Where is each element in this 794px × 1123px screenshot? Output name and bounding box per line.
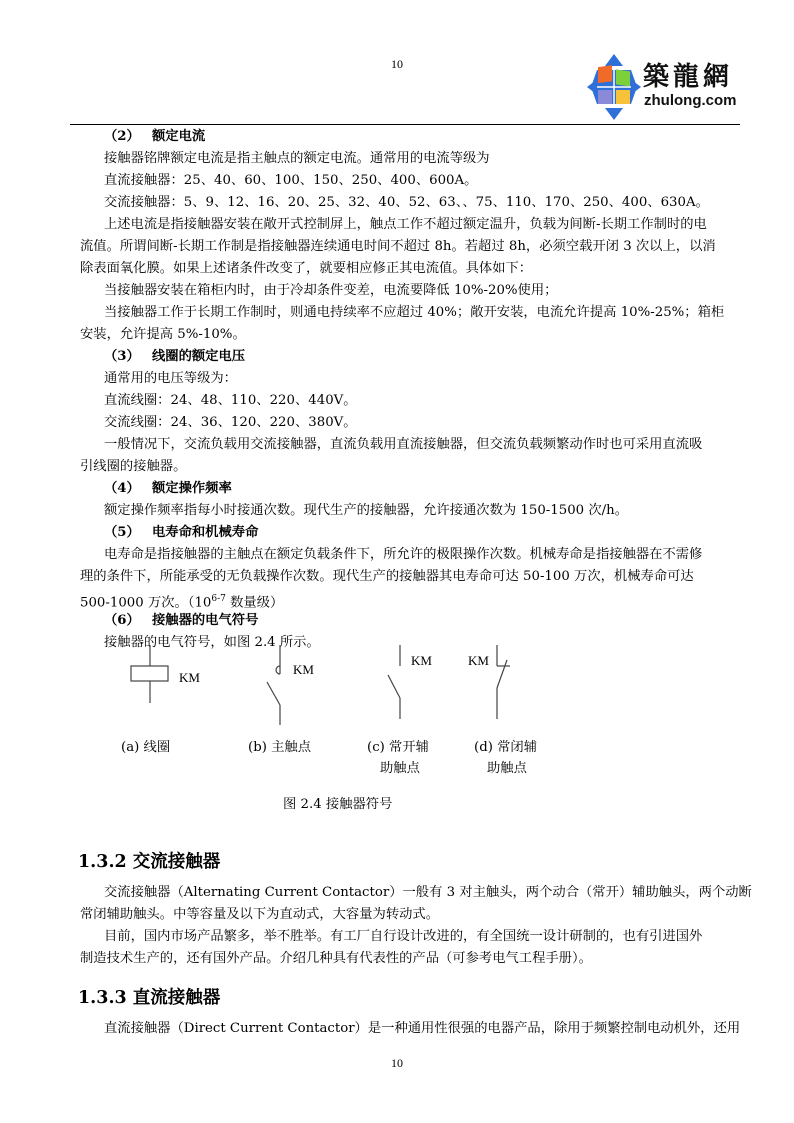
subheading-title: 线圈的额定电压 (152, 349, 246, 364)
paragraph-line: 通常用的电压等级为： (104, 371, 237, 386)
paragraph-line (80, 590, 740, 612)
km-label-main: KM (293, 662, 314, 677)
paragraph-line: 接触器铭牌额定电流是指主触点的额定电流。通常用的电流等级为 (104, 151, 490, 166)
section-title-ac-contactor: 1.3.2 交流接触器 (78, 852, 221, 872)
caption-d-line2: 助触点 (487, 761, 527, 776)
km-label-nc: KM (468, 653, 489, 668)
paragraph-line: 直流接触器：25、40、60、100、150、250、400、600A。 (104, 173, 478, 188)
figure-title: 图 2.4 接触器符号 (283, 797, 393, 812)
text-span: 500-1000 万次。（10 (80, 595, 212, 611)
paragraph-line: 除表面氧化膜。如果上述诸条件改变了，就要相应修正其电流值。具体如下： (80, 261, 533, 276)
subheading-title: 电寿命和机械寿命 (152, 525, 259, 540)
paragraph-line: 当接触器工作于长期工作制时，则通电持续率不应超过 40%；敞开安装，电流允许提高 10%-25%；箱柜 (104, 305, 725, 320)
paragraph-line: 交流接触器（Alternating Current Contactor）一般有 3 对主触头，两个动合（常开）辅助触头，两个动断 (104, 885, 752, 900)
paragraph-line: 引线圈的接触器。 (80, 459, 187, 474)
zhulong-logo-icon (585, 52, 643, 122)
subheading-number: （3） (104, 349, 140, 364)
logo-english-text: zhulong.com (644, 92, 737, 109)
subheading-rated-current (104, 128, 764, 146)
header-rule (70, 124, 740, 125)
zhulong-logo (585, 52, 745, 122)
contactor-symbols-figure (110, 640, 560, 735)
normally-closed-aux-contact-symbol-icon (497, 645, 510, 719)
subheading-title: 额定操作频率 (152, 481, 232, 496)
paragraph-line: 上述电流是指接触器安装在敞开式控制屏上，触点工作不超过额定温升，负载为间断-长期工作制时的电 (104, 217, 707, 232)
subheading-electrical-symbol (104, 612, 764, 630)
section-title-dc-contactor: 1.3.3 直流接触器 (78, 988, 221, 1008)
paragraph-line: 额定操作频率指每小时接通次数。现代生产的接触器，允许接通次数为 150-1500 次/h。 (104, 503, 629, 518)
caption-b: (b) 主触点 (248, 740, 312, 755)
subheading-number: （6） (104, 613, 140, 628)
paragraph-line: 电寿命是指接触器的主触点在额定负载条件下，所允许的极限操作次数。机械寿命是指接触器在不需修 (104, 547, 703, 562)
paragraph-line: 制造技术生产的，还有国外产品。介绍几种具有代表性的产品（可参考电气工程手册）。 (80, 951, 592, 966)
caption-d-line1: (d) 常闭辅 (474, 740, 538, 755)
main-contact-symbol-icon (267, 645, 280, 725)
paragraph-line: 理的条件下，所能承受的无负载操作次数。现代生产的接触器其电寿命可达 50-100 万次，机械寿命可达 (80, 569, 694, 584)
paragraph-line: 直流线圈：24、48、110、220、440V。 (104, 393, 357, 408)
paragraph-line: 交流线圈：24、36、120、220、380V。 (104, 415, 357, 430)
subheading-service-life (104, 524, 764, 542)
coil-symbol-icon (131, 645, 168, 703)
superscript: 6-7 (211, 594, 226, 604)
subheading-number: （5） (104, 525, 140, 540)
subheading-title: 额定电流 (152, 129, 206, 144)
paragraph-line: 流值。所谓间断-长期工作制是指接触器连续通电时间不超过 8h。若超过 8h，必须空载开闭 3 次以上，以消 (80, 239, 716, 254)
paragraph-line: 当接触器安装在箱柜内时，由于冷却条件变差，电流要降低 10%-20%使用； (104, 283, 558, 298)
paragraph-line: 安装，允许提高 5%-10%。 (80, 327, 246, 342)
logo-chinese-text: 築龍網 (643, 62, 734, 92)
km-label-no: KM (411, 653, 432, 668)
paragraph-line: 直流接触器（Direct Current Contactor）是一种通用性很强的电器产品，除用于频繁控制电动机外，还用 (104, 1021, 741, 1036)
normally-open-aux-contact-symbol-icon (388, 645, 400, 719)
km-label-coil: KM (179, 670, 200, 685)
paragraph-line: 接触器的电气符号，如图 2.4 所示。 (104, 635, 320, 650)
paragraph-line: 常闭辅助触头。中等容量及以下为直动式，大容量为转动式。 (80, 907, 440, 922)
paragraph-line: 目前，国内市场产品繁多，举不胜举。有工厂自行设计改进的，有全国统一设计研制的，也有引进国外 (104, 929, 703, 944)
caption-c-line1: (c) 常开辅 (367, 740, 429, 755)
page-number-bottom: 10 (391, 1056, 403, 1070)
caption-a: (a) 线圈 (121, 740, 171, 755)
paragraph-line: 一般情况下，交流负载用交流接触器，直流负载用直流接触器，但交流负载频繁动作时也可采用直流吸 (104, 437, 703, 452)
subheading-number: （2） (104, 129, 140, 144)
subheading-number: （4） (104, 481, 140, 496)
page-number-top: 10 (391, 57, 403, 71)
text-span: 数量级） (225, 595, 284, 611)
subheading-coil-voltage (104, 348, 764, 366)
paragraph-line: 交流接触器：5、9、12、16、20、25、32、40、52、63、、75、110、170、250、400、630A。 (104, 195, 709, 210)
caption-c-line2: 助触点 (380, 761, 420, 776)
subheading-operating-frequency (104, 480, 764, 498)
subheading-title: 接触器的电气符号 (152, 613, 259, 628)
